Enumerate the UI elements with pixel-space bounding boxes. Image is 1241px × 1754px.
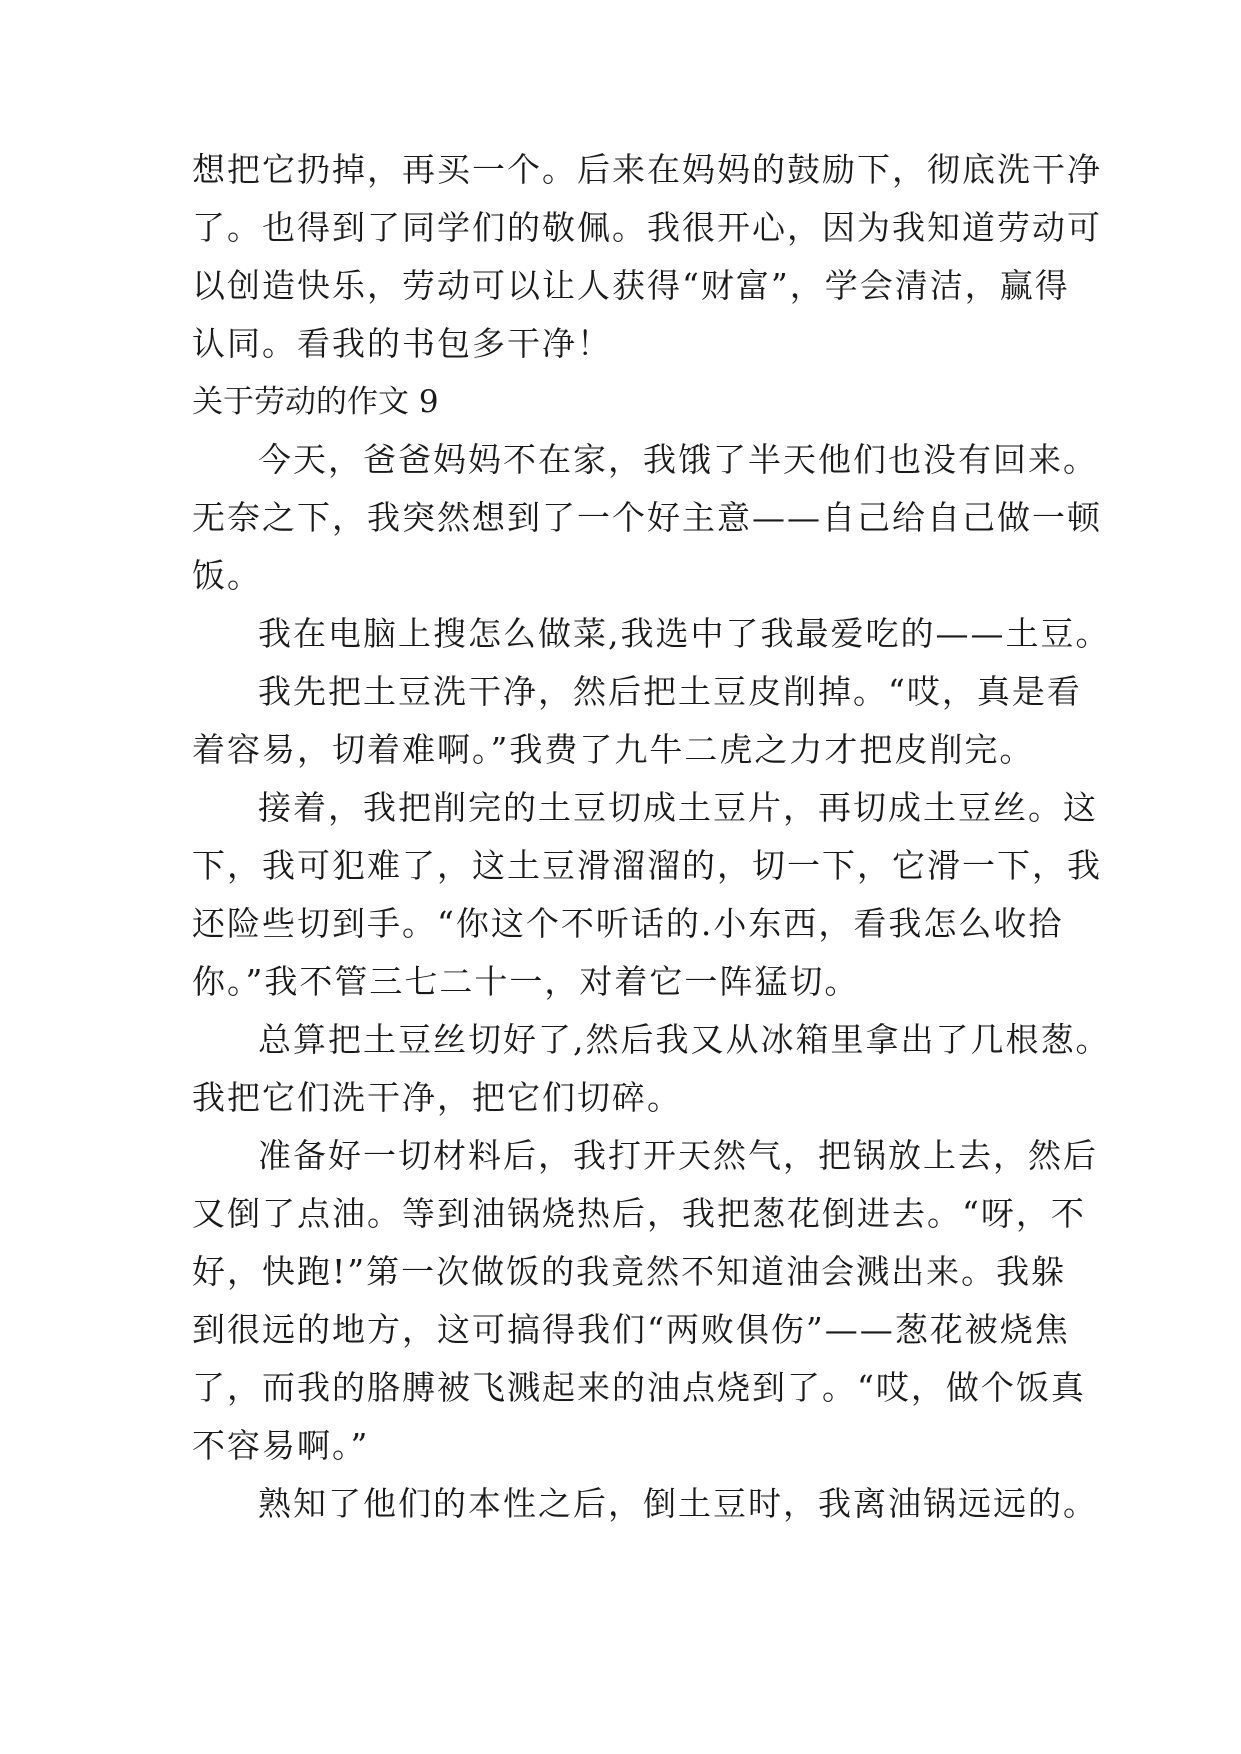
text-line: 到很远的地方，这可搞得我们“两败俱伤”——葱花被烧焦 <box>192 1310 1070 1349</box>
text-line: 你。”我不管三七二十一，对着它一阵猛切。 <box>192 962 860 1001</box>
text-line: 着容易，切着难啊。”我费了九牛二虎之力才把皮削完。 <box>192 730 1035 769</box>
text-line: 我在电脑上搜怎么做菜,我选中了我最爱吃的——土豆。 <box>258 614 1111 653</box>
text-line: 好，快跑!”第一次做饭的我竟然不知道油会溅出来。我躲 <box>192 1252 1067 1291</box>
text-line: 想把它扔掉，再买一个。后来在妈妈的鼓励下，彻底洗干净 <box>192 150 1102 189</box>
text-line: 不容易啊。” <box>192 1426 370 1465</box>
text-line: 今天，爸爸妈妈不在家，我饿了半天他们也没有回来。 <box>258 440 1098 479</box>
text-line: 饭。 <box>192 556 262 595</box>
text-line: 又倒了点油。等到油锅烧热后，我把葱花倒进去。“呀，不 <box>192 1194 1086 1233</box>
text-line: 无奈之下，我突然想到了一个好主意——自己给自己做一顿 <box>192 498 1102 537</box>
text-line: 了，而我的胳膊被飞溅起来的油点烧到了。“哎，做个饭真 <box>192 1368 1086 1407</box>
text-line: 认同。看我的书包多干净！ <box>192 324 612 363</box>
text-line: 了。也得到了同学们的敬佩。我很开心，因为我知道劳动可 <box>192 208 1102 247</box>
text-line: 熟知了他们的本性之后，倒土豆时，我离油锅远远的。 <box>258 1484 1098 1523</box>
text-line: 准备好一切材料后，我打开天然气，把锅放上去，然后 <box>258 1136 1098 1175</box>
text-line: 我先把土豆洗干净，然后把土豆皮削掉。“哎，真是看 <box>258 672 1082 711</box>
section-heading: 关于劳动的作文 9 <box>192 384 439 420</box>
text-line: 接着，我把削完的土豆切成土豆片，再切成土豆丝。这 <box>258 788 1098 827</box>
text-line: 还险些切到手。“你这个不听话的.小东西，看我怎么收拾 <box>192 904 1064 943</box>
text-line: 下，我可犯难了，这土豆滑溜溜的，切一下，它滑一下，我 <box>192 846 1102 885</box>
text-line: 我把它们洗干净，把它们切碎。 <box>192 1078 682 1117</box>
text-line: 以创造快乐，劳动可以让人获得“财富”，学会清洁，赢得 <box>192 266 1070 305</box>
text-line: 总算把土豆丝切好了,然后我又从冰箱里拿出了几根葱。 <box>258 1020 1111 1059</box>
